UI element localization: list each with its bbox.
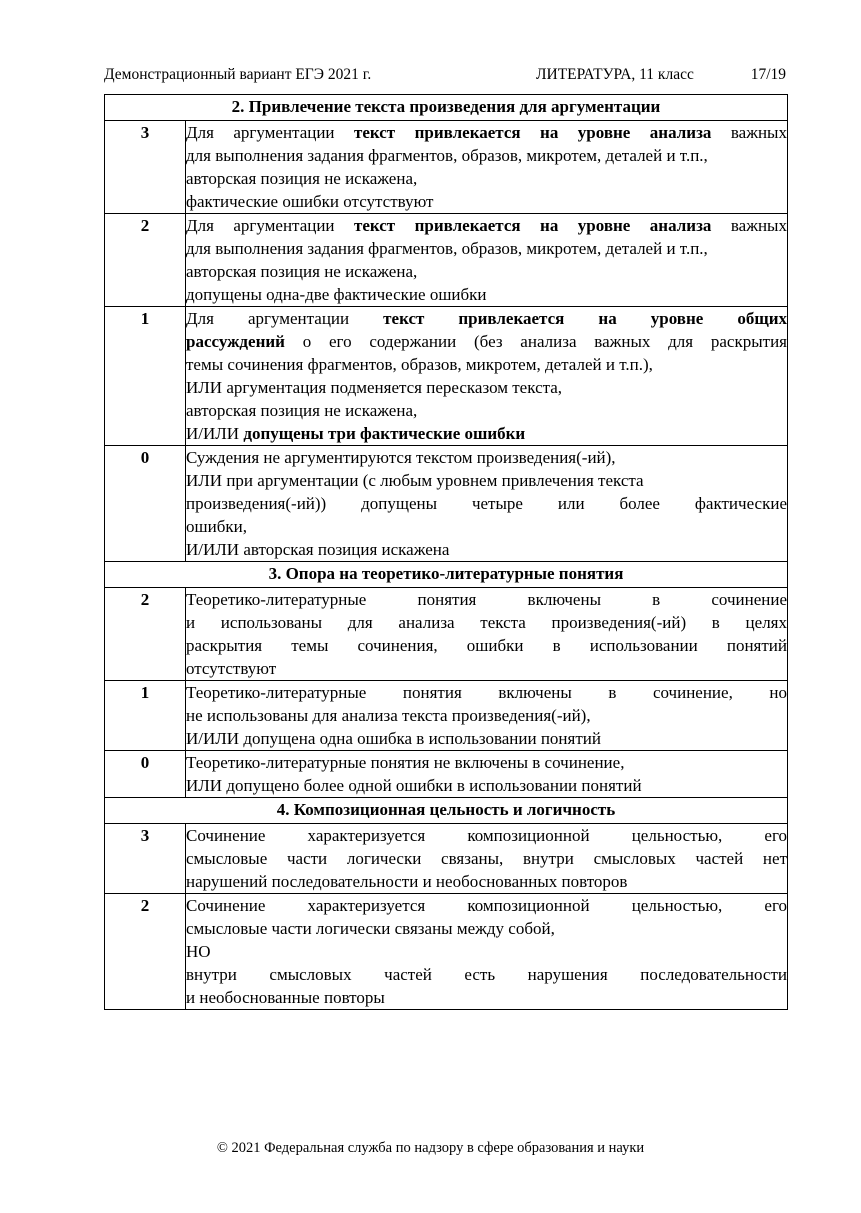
line-text: Для аргументации (186, 123, 354, 142)
emphasis-text: рассуждений (186, 332, 285, 351)
description-cell (186, 681, 788, 751)
criteria-row (105, 751, 788, 798)
line-text: И/ИЛИ (186, 424, 244, 443)
description-line: ошибки, (186, 517, 247, 536)
line-text: Для аргументации (186, 309, 384, 328)
description-line: отсутствуют (186, 659, 277, 678)
score-cell: 1 (105, 681, 186, 751)
description-line: авторская позиция не искажена, (186, 169, 418, 188)
criteria-row (105, 307, 788, 446)
score-cell: 2 (105, 588, 186, 681)
score-cell: 1 (105, 307, 186, 446)
description-line (186, 121, 787, 144)
section-header-row (105, 562, 788, 588)
description-line: Теоретико-литературные понятия включены в сочинение, но (186, 683, 787, 702)
description-line: Сочинение характеризуется композиционной цельностью, его (186, 896, 787, 915)
description-line: ИЛИ при аргументации (с любым уровнем привлечения текста (186, 471, 644, 490)
line-text: о его содержании (без анализа важных для раскрытия (284, 332, 787, 351)
emphasis-text: текст привлекается на уровне анализа (353, 123, 712, 142)
description-line: ИЛИ допущено более одной ошибки в использовании понятий (186, 776, 642, 795)
section-title: 4. Композиционная цельность и логичность (105, 798, 788, 824)
description-line (186, 214, 787, 237)
description-line: авторская позиция не искажена, (186, 262, 418, 281)
page-header (104, 66, 786, 86)
line-text: Для аргументации (186, 216, 354, 235)
criteria-row (105, 446, 788, 562)
section-title: 3. Опора на теоретико-литературные понятия (105, 562, 788, 588)
description-line: внутри смысловых частей есть нарушения последовательности (186, 965, 787, 984)
criteria-table (104, 94, 788, 1010)
description-line: Теоретико-литературные понятия не включены в сочинение, (186, 753, 625, 772)
description-line: для выполнения задания фрагментов, образов, микротем, деталей и т.п., (186, 146, 708, 165)
description-line: не использованы для анализа текста произведения(-ий), (186, 706, 591, 725)
description-line: темы сочинения фрагментов, образов, микротем, деталей и т.п.), (186, 355, 653, 374)
description-line: Теоретико-литературные понятия включены в сочинение (186, 590, 787, 609)
description-line: произведения(-ий)) допущены четыре или более фактические (186, 494, 787, 513)
description-line: И/ИЛИ допущена одна ошибка в использовании понятий (186, 729, 601, 748)
description-line: смысловые части логически связаны, внутри смысловых частей нет (186, 849, 787, 868)
criteria-row (105, 894, 788, 1010)
score-cell: 0 (105, 751, 186, 798)
description-line: и необоснованные повторы (186, 988, 385, 1007)
section-title: 2. Привлечение текста произведения для аргументации (105, 95, 788, 121)
score-cell: 2 (105, 214, 186, 307)
description-cell (186, 446, 788, 562)
criteria-row (105, 824, 788, 894)
score-cell: 3 (105, 824, 186, 894)
section-header-row (105, 798, 788, 824)
emphasis-text: допущены три фактические ошибки (243, 424, 526, 443)
description-cell (186, 214, 788, 307)
copyright-footer: © 2021 Федеральная служба по надзору в сфере образования и науки (216, 1140, 645, 1156)
description-cell (186, 824, 788, 894)
description-line: и использованы для анализа текста произведения(-ий) в целях (186, 613, 787, 632)
description-cell (186, 307, 788, 446)
description-cell (186, 588, 788, 681)
description-line: смысловые части логически связаны между собой, (186, 919, 555, 938)
description-line: Суждения не аргументируются текстом произведения(-ий), (186, 448, 616, 467)
criteria-row (105, 588, 788, 681)
description-line: авторская позиция не искажена, (186, 401, 418, 420)
criteria-row (105, 121, 788, 214)
description-line: Сочинение характеризуется композиционной цельностью, его (186, 826, 787, 845)
criteria-row (105, 214, 788, 307)
description-cell (186, 121, 788, 214)
description-line (186, 422, 787, 445)
emphasis-text: текст привлекается на уровне общих (383, 309, 787, 328)
exam-title: Демонстрационный вариант ЕГЭ 2021 г. (104, 66, 372, 83)
line-text: важных (711, 123, 787, 142)
description-line (186, 307, 787, 330)
description-line: фактические ошибки отсутствуют (186, 192, 434, 211)
criteria-row (105, 681, 788, 751)
description-cell (186, 894, 788, 1010)
description-cell (186, 751, 788, 798)
line-text: важных (711, 216, 787, 235)
score-cell: 3 (105, 121, 186, 214)
score-cell: 2 (105, 894, 186, 1010)
section-header-row (105, 95, 788, 121)
score-cell: 0 (105, 446, 186, 562)
emphasis-text: текст привлекается на уровне анализа (353, 216, 712, 235)
description-line: допущены одна-две фактические ошибки (186, 285, 487, 304)
description-line (186, 330, 787, 353)
description-line: раскрытия темы сочинения, ошибки в использовании понятий (186, 636, 787, 655)
description-line: нарушений последовательности и необоснованных повторов (186, 872, 628, 891)
subject-label: ЛИТЕРАТУРА, 11 класс (536, 66, 694, 83)
description-line: для выполнения задания фрагментов, образов, микротем, деталей и т.п., (186, 239, 708, 258)
description-line: НО (186, 942, 211, 961)
page-number: 17/19 (750, 66, 786, 83)
description-line: ИЛИ аргументация подменяется пересказом текста, (186, 378, 563, 397)
description-line: И/ИЛИ авторская позиция искажена (186, 540, 450, 559)
